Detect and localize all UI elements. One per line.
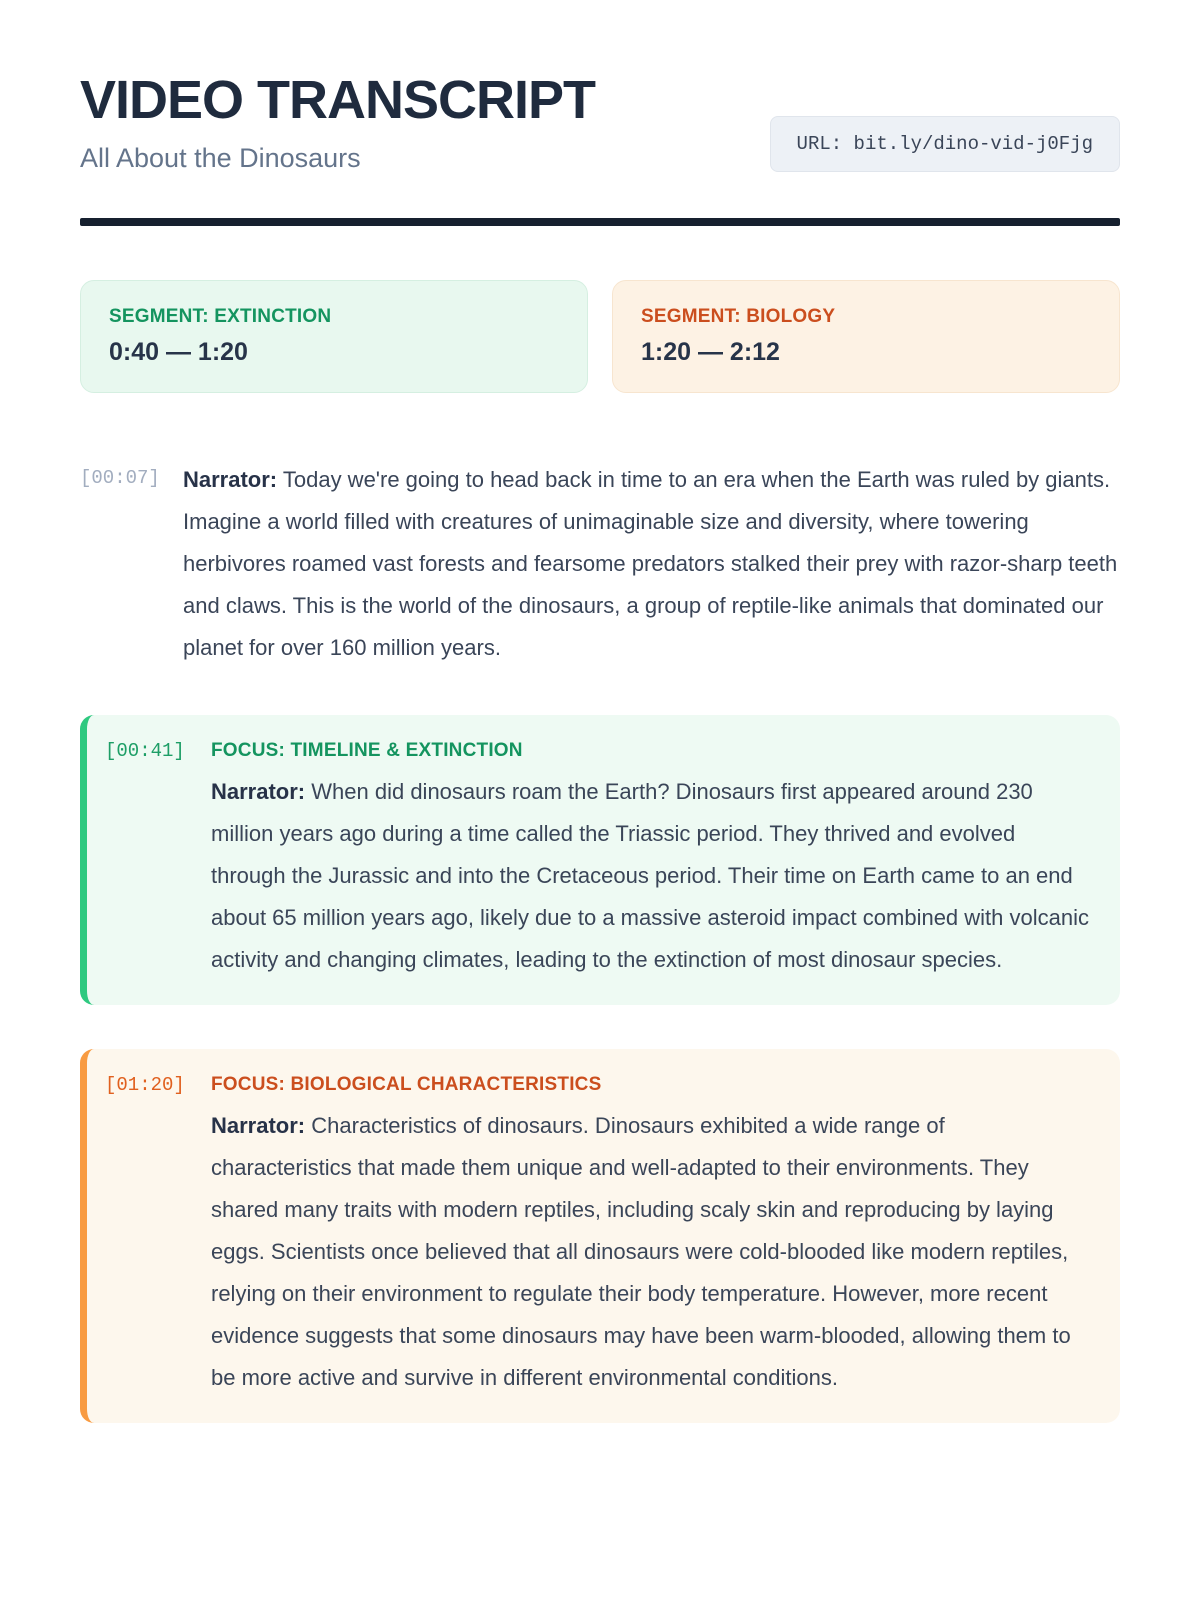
header-divider: [80, 218, 1120, 226]
entry-body-extinction: [211, 733, 1090, 981]
transcript: [80, 459, 1120, 1423]
narration-text-extinction: When did dinosaurs roam the Earth? Dinosaurs first appeared around 230 million years ago during a time called the Triassic period. They thrived and evolved through the Jurassic and into the Cretaceous period. Their time on Earth came to an end about 65 million years ago, likely due to a massive asteroid impact combined with volcanic activity and changing climates, leading to the extinction of most dinosaur species.: [211, 778, 1089, 972]
focus-label-extinction: FOCUS: TIMELINE & EXTINCTION: [211, 739, 523, 761]
narration-text-biology: Characteristics of dinosaurs. Dinosaurs exhibited a wide range of characteristics that made them unique and well-adapted to their environments. They shared many traits with modern reptiles, including scaly skin and reproducing by laying eggs. Scientists once believed that all dinosaurs were cold-blooded like modern reptiles, relying on their environment to regulate their body temperature. However, more recent evidence suggests that some dinosaurs may have been warm-blooded, allowing them to be more active and survive in different environmental conditions.: [211, 1112, 1071, 1390]
header-titles: [80, 72, 595, 174]
speaker-label-extinction: Narrator:: [211, 778, 306, 804]
segment-card-extinction: [80, 280, 588, 393]
speaker-label-intro: Narrator:: [183, 466, 278, 492]
segment-biology-label: SEGMENT: BIOLOGY: [641, 305, 836, 327]
transcript-entry-extinction: [80, 715, 1120, 1005]
narration-paragraph-biology: [211, 1105, 1090, 1399]
narration-paragraph-intro: [183, 459, 1120, 669]
timestamp-biology: [01:20]: [105, 1073, 185, 1096]
video-url-badge[interactable]: URL: bit.ly/dino-vid-j0Fjg: [770, 116, 1120, 172]
segment-card-biology: [612, 280, 1120, 393]
segment-cards: [80, 280, 1120, 393]
transcript-entry-biology: [80, 1049, 1120, 1423]
narration-paragraph-extinction: [211, 771, 1090, 981]
segment-extinction-label: SEGMENT: EXTINCTION: [109, 305, 332, 327]
page-title: VIDEO TRANSCRIPT: [80, 70, 596, 130]
segment-extinction-time: 0:40 — 1:20: [109, 337, 248, 366]
narration-text-intro: Today we're going to head back in time to an era when the Earth was ruled by giants. Imagine a world filled with creatures of unimaginable size and diversity, where towering herbivores roamed vast forests and fearsome predators stalked their prey with razor-sharp teeth and claws. This is the world of the dinosaurs, a group of reptile-like animals that dominated our planet for over 160 million years.: [183, 466, 1118, 660]
segment-biology-time: 1:20 — 2:12: [641, 337, 780, 366]
timestamp-extinction: [00:41]: [105, 739, 185, 762]
page-subtitle: All About the Dinosaurs: [80, 142, 361, 173]
speaker-label-biology: Narrator:: [211, 1112, 306, 1138]
transcript-entry-intro: [80, 459, 1120, 669]
focus-label-biology: FOCUS: BIOLOGICAL CHARACTERISTICS: [211, 1073, 602, 1095]
header: [80, 72, 1120, 174]
entry-body-biology: [211, 1067, 1090, 1399]
timestamp-intro: [00:07]: [80, 466, 160, 489]
